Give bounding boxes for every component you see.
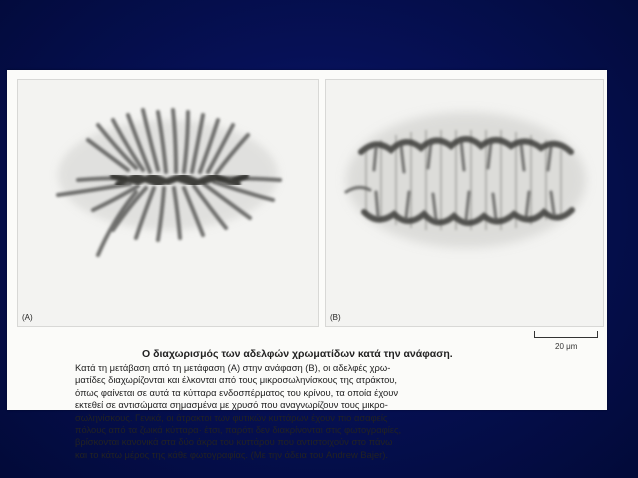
- scale-bar-label: 20 μm: [555, 342, 578, 351]
- scale-bar: [534, 331, 598, 338]
- caption-line: ματίδες διαχωρίζονται και έλκονται από τους μικροσωληνίσκους της ατράκτου,: [75, 374, 398, 386]
- anaphase-chromosomes-image: [326, 80, 603, 326]
- figure-caption-title: Ο διαχωρισμός των αδελφών χρωματίδων κατά την ανάφαση.: [142, 348, 453, 360]
- caption-line: σωληνίσκους. Γενικά, οι άτρακτοι των φυτικών κυττάρων έχουν πιο ασαφείς: [75, 411, 388, 423]
- caption-line: βρίσκονται κανονικά στα δύο άκρα του κυττάρου που αντιστοιχούν στο πάνω: [75, 436, 393, 448]
- anaphase-micrograph: [325, 79, 604, 327]
- caption-line: Κατά τη μετάβαση από τη μετάφαση (Α) στην ανάφαση (Β), οι αδελφές χρω-: [75, 362, 391, 373]
- panel-b-label: (B): [330, 313, 341, 322]
- caption-line: εκτεθεί σε αντισώματα σημασμένα με χρυσό που αναγνωρίζουν τους μικρο-: [75, 399, 388, 411]
- caption-line: όπως φαίνεται σε αυτά τα κύτταρα ενδοσπέρματος του κρίνου, τα οποία έχουν: [75, 386, 399, 398]
- caption-line: πόλους από τα ζωικά κύτταρα· έτσι, παρότι δεν διακρίνονται στις φωτογραφίες,: [75, 424, 402, 436]
- metaphase-chromosomes-image: [18, 80, 318, 326]
- panel-a-label: (A): [22, 313, 33, 322]
- textbook-page: [7, 70, 607, 460]
- metaphase-micrograph: [17, 79, 319, 327]
- figure-caption-body: [75, 362, 605, 461]
- caption-line: και το κάτω μέρος της κάθε φωτογραφίας. (Με την άδεια του Andrew Bajer).: [75, 448, 389, 460]
